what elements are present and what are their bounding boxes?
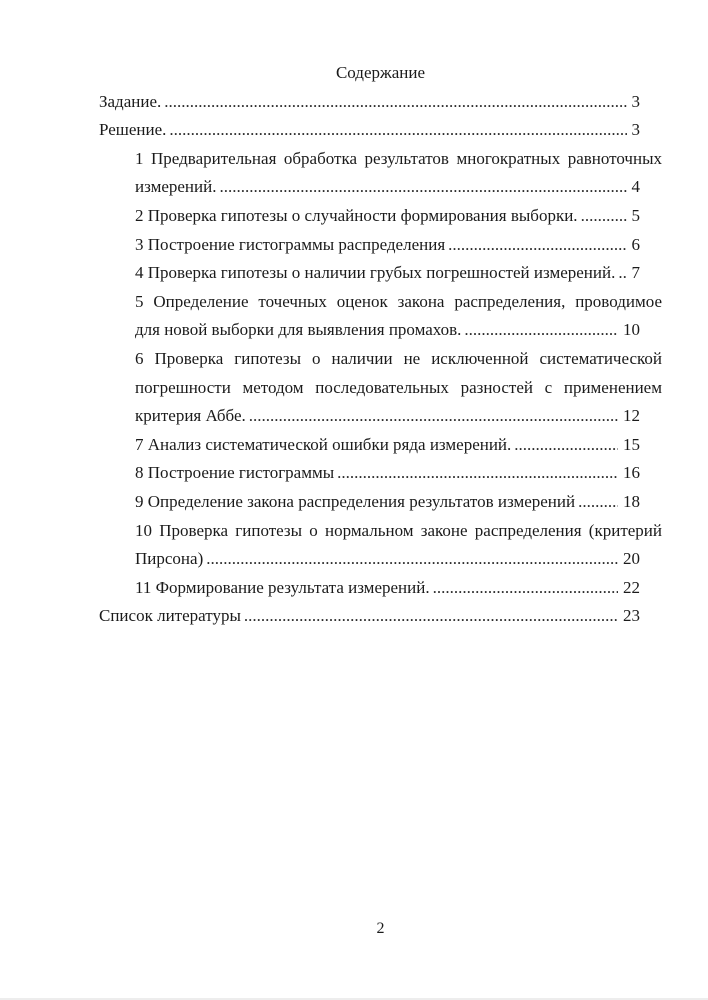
toc-entry-text: 4 Проверка гипотезы о наличии грубых погрешностей измерений. (135, 263, 616, 283)
dot-leader (618, 259, 626, 288)
toc-line (135, 574, 640, 603)
toc-entry-text: 3 Построение гистограммы распределения (135, 234, 446, 254)
toc-page-number: 22 (623, 577, 640, 597)
toc-line (99, 116, 640, 145)
toc-line (135, 202, 640, 231)
toc-page-number: 5 (631, 205, 640, 225)
dot-leader (206, 545, 618, 574)
toc-line (135, 459, 640, 488)
toc-entry-text: 1 Предварительная обработка результатов многократных равноточных (135, 148, 662, 168)
dot-leader (169, 116, 626, 145)
toc-page-number: 18 (623, 491, 640, 511)
toc-entry-text: погрешности методом последовательных разностей с применением (135, 377, 662, 397)
dot-leader (433, 574, 618, 603)
dot-leader (244, 602, 618, 631)
dot-leader (164, 88, 626, 117)
toc-line (135, 259, 640, 288)
toc-entry-text: Список литературы (99, 606, 241, 626)
toc-line (135, 173, 640, 202)
toc-page-number: 10 (623, 320, 640, 340)
toc-entry-text: Задание. (99, 91, 162, 111)
toc-entry-text: критерия Аббе. (135, 406, 246, 426)
toc-title: Содержание (335, 63, 426, 82)
toc-page-number: 3 (631, 120, 640, 140)
dot-leader (464, 316, 618, 345)
toc-entry-text: 8 Построение гистограммы (135, 463, 335, 483)
toc-page-number: 3 (631, 91, 640, 111)
dot-leader (581, 202, 627, 231)
toc-entry-text: 5 Определение точечных оценок закона распределения, проводимое (135, 291, 662, 311)
toc-page-number: 23 (623, 606, 640, 626)
toc-entry-text: для новой выборки для выявления промахов. (135, 320, 462, 340)
toc-page-number: 16 (623, 463, 640, 483)
dot-leader (249, 402, 618, 431)
toc-line (135, 488, 640, 517)
toc-line (135, 545, 640, 574)
toc-entry-text: Решение. (99, 120, 167, 140)
dot-leader (219, 173, 626, 202)
dot-leader (578, 488, 618, 517)
toc-entry-text: 6 Проверка гипотезы о наличии не исключенной систематической (135, 348, 662, 368)
dot-leader (448, 231, 626, 260)
toc-page-number: 20 (623, 549, 640, 569)
toc-entry-text: Пирсона) (135, 549, 204, 569)
toc-page-number: 12 (623, 406, 640, 426)
page-number-footer: 2 (376, 920, 385, 937)
toc-page-number: 6 (631, 234, 640, 254)
toc-line (135, 402, 640, 431)
toc-entry-text: 10 Проверка гипотезы о нормальном законе распределения (критерий (135, 520, 662, 540)
dot-leader (337, 459, 618, 488)
toc-entry-text: 7 Анализ систематической ошибки ряда измерений. (135, 434, 512, 454)
toc-page-number: 4 (631, 177, 640, 197)
toc-entry-text: 11 Формирование результата измерений. (135, 577, 430, 597)
toc-line (135, 316, 640, 345)
dot-leader (514, 431, 618, 460)
toc-page-number: 15 (623, 434, 640, 454)
toc (99, 59, 662, 631)
toc-entry-text: 2 Проверка гипотезы о случайности формирования выборки. (135, 205, 578, 225)
toc-line (99, 88, 640, 117)
toc-page-number: 7 (631, 263, 640, 283)
toc-line (135, 231, 640, 260)
toc-entry-text: измерений. (135, 177, 217, 197)
toc-entry-text: 9 Определение закона распределения результатов измерений (135, 491, 576, 511)
toc-line (135, 431, 640, 460)
toc-line (99, 602, 640, 631)
